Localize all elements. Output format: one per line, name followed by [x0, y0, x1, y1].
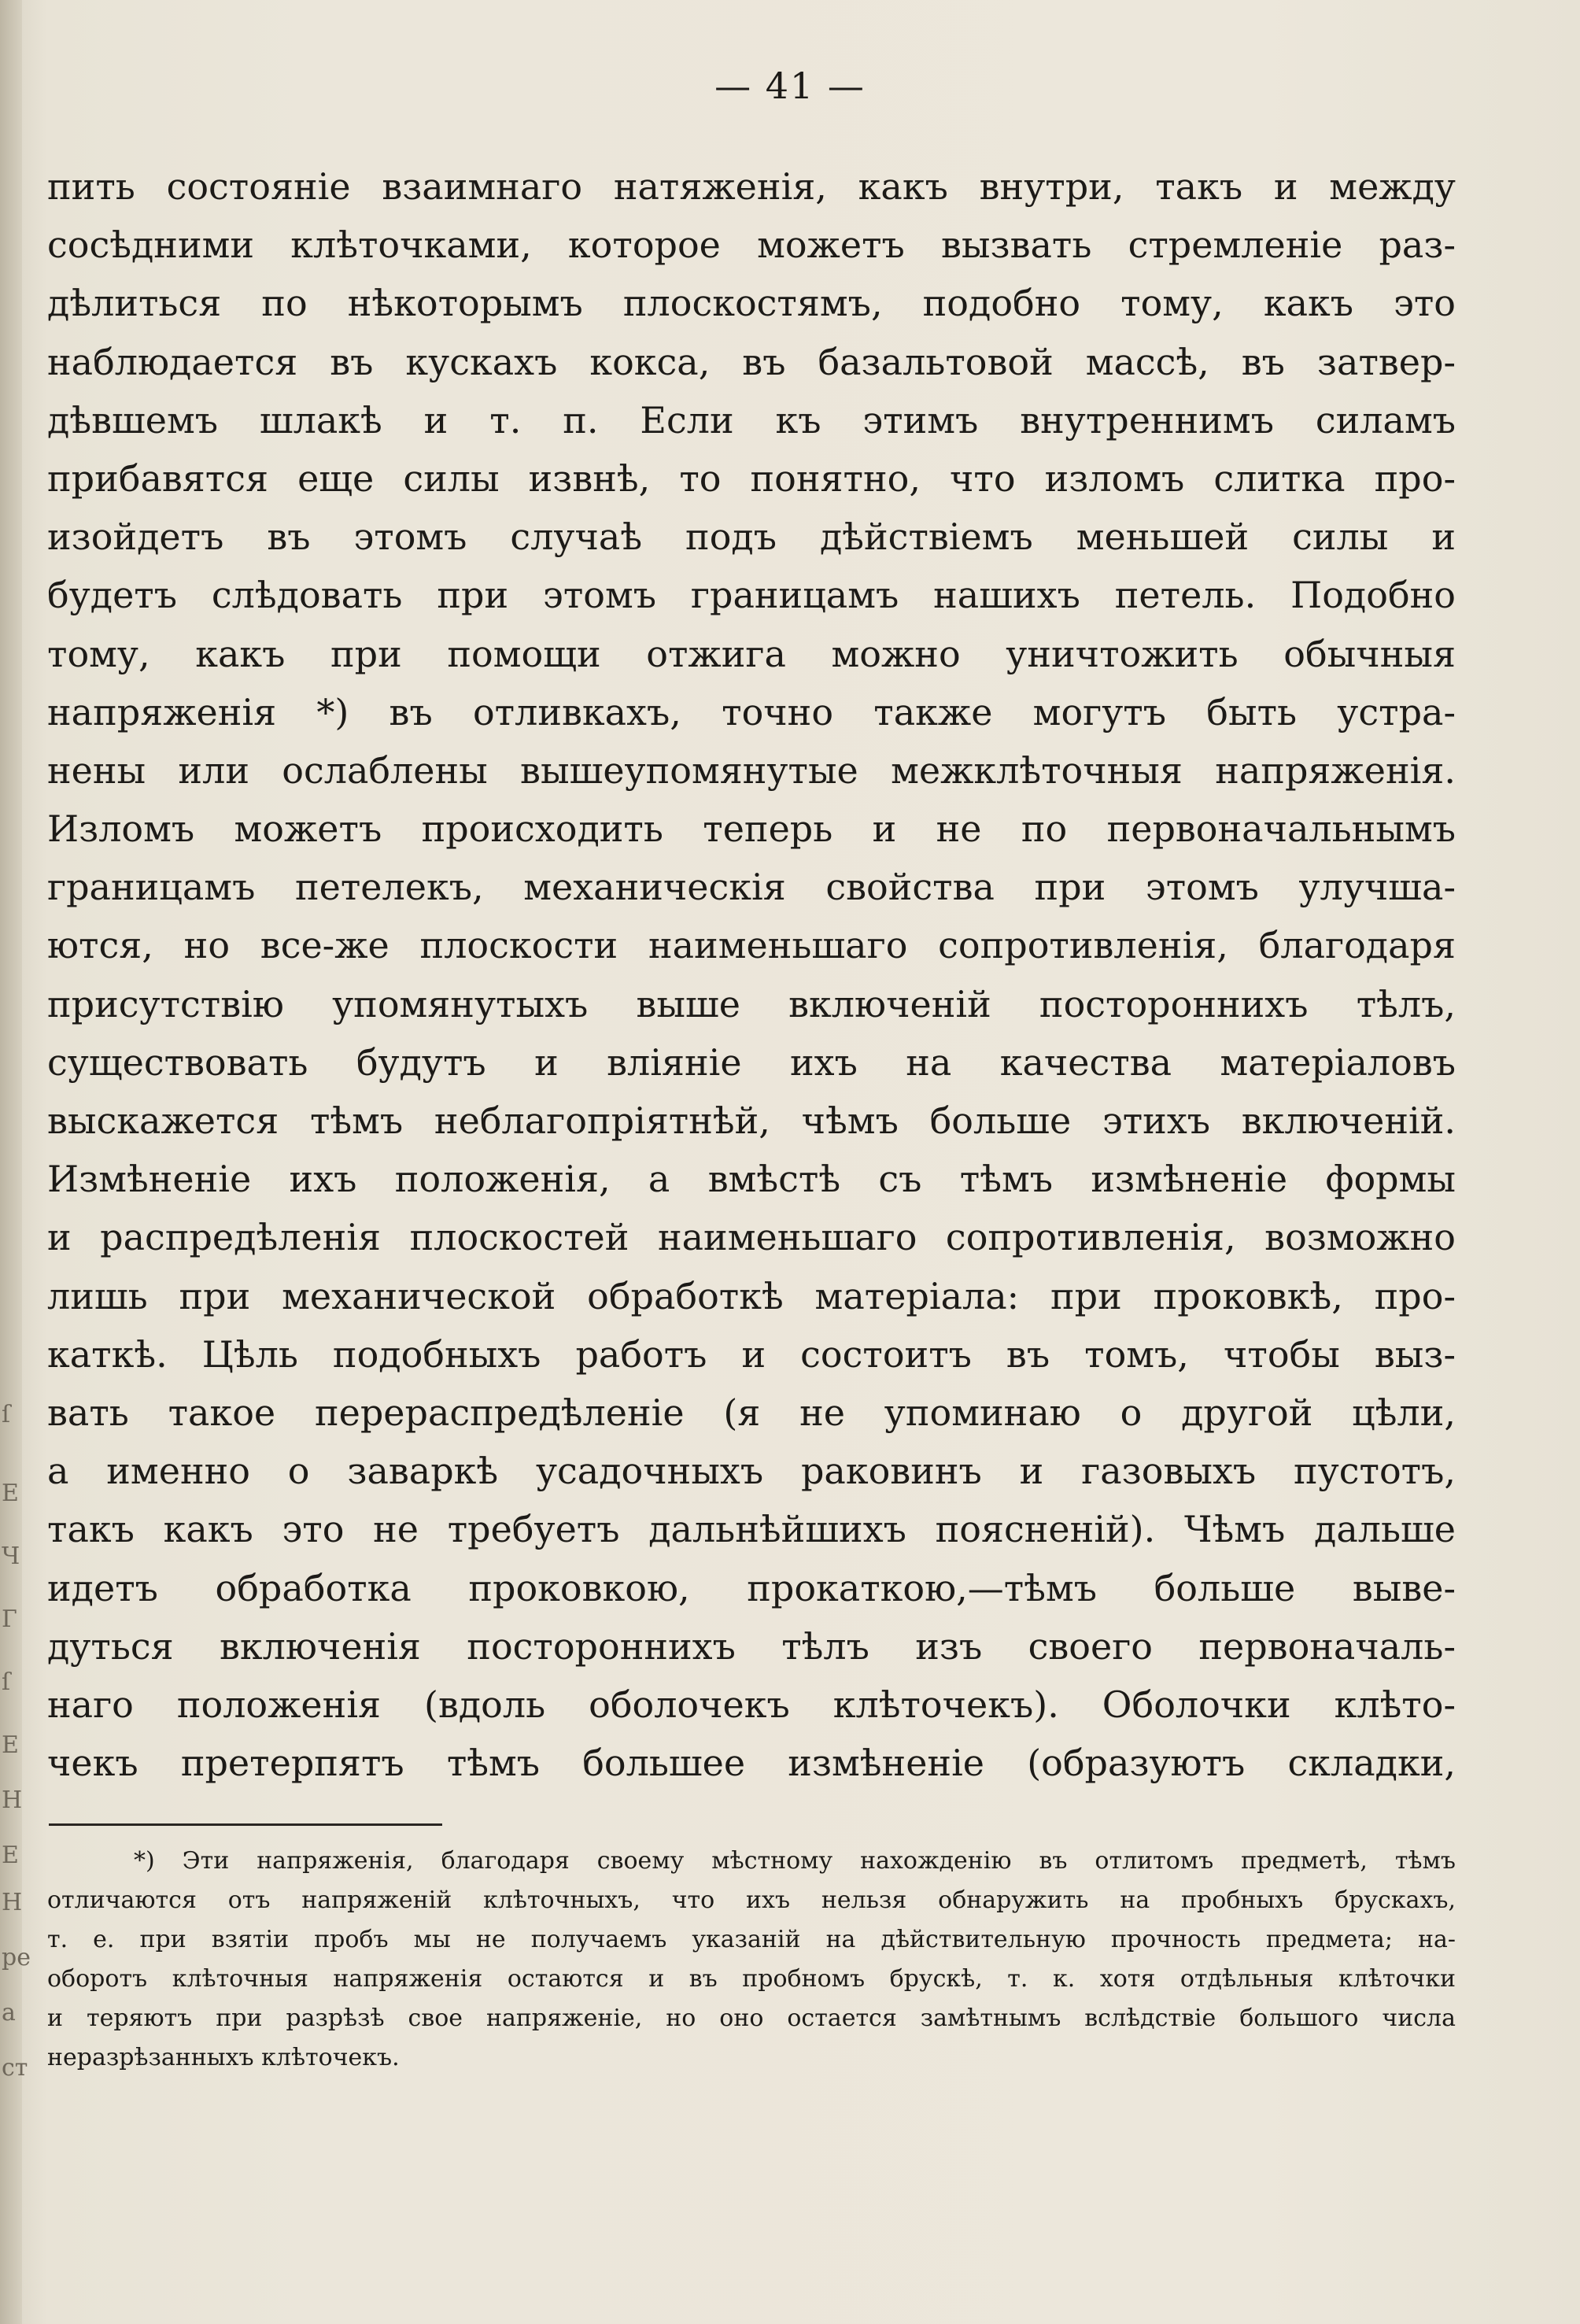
footnote-line: т. е. при взятіи пробъ мы не получаемъ указаній на дѣйствительную прочность предмета; на-	[47, 1926, 1456, 1953]
text-line: существовать будутъ и вліяніе ихъ на качества матеріаловъ	[47, 1040, 1456, 1084]
gutter-glyph: Е	[2, 1731, 19, 1759]
text-line: прибавятся еще силы извнѣ, то понятно, что изломъ слитка про-	[47, 456, 1456, 500]
footnote-line: оборотъ клѣточныя напряженія остаются и въ пробномъ брускѣ, т. к. хотя отдѣльныя клѣточки	[47, 1965, 1456, 1993]
text-line: такъ какъ это не требуетъ дальнѣйшихъ поясненій). Чѣмъ дальше	[47, 1508, 1456, 1551]
text-line: идетъ обработка проковкою, прокаткою,—тѣмъ больше выве-	[47, 1566, 1456, 1609]
gutter-glyph: Н	[2, 1786, 23, 1814]
text-line: присутствію упомянутыхъ выше включеній постороннихъ тѣлъ,	[47, 982, 1456, 1025]
text-line: дѣлиться по нѣкоторымъ плоскостямъ, подобно тому, какъ это	[47, 282, 1456, 325]
gutter-glyph: ſ	[2, 1668, 11, 1696]
footnote-line: отличаются отъ напряженій клѣточныхъ, что ихъ нельзя обнаружить на пробныхъ брускахъ,	[47, 1886, 1456, 1914]
page-number: — 41 —	[714, 65, 866, 107]
text-line: тому, какъ при помощи отжига можно уничтожить обычныя	[47, 632, 1456, 675]
text-line: изойдетъ въ этомъ случаѣ подъ дѣйствіемъ меньшей силы и	[47, 515, 1456, 559]
gutter-glyph: ſ	[2, 1401, 11, 1428]
main-text	[47, 157, 1456, 1792]
text-line: нены или ослаблены вышеупомянутые межклѣточныя напряженія.	[47, 748, 1456, 792]
binding-gutter	[0, 0, 31, 2324]
text-line: выскажется тѣмъ неблагопріятнѣй, чѣмъ больше этихъ включеній.	[47, 1099, 1456, 1142]
text-line: наго положенія (вдоль оболочекъ клѣточекъ). Оболочки клѣто-	[47, 1683, 1456, 1726]
gutter-glyph: ст	[2, 2054, 28, 2082]
text-line: лишь при механической обработкѣ матеріала: при проковкѣ, про-	[47, 1274, 1456, 1317]
footnote-block	[47, 1842, 1456, 2078]
text-line: сосѣдними клѣточками, которое можетъ вызвать стремленіе раз-	[47, 224, 1456, 267]
text-line: каткѣ. Цѣль подобныхъ работъ и состоитъ въ томъ, чтобы выз-	[47, 1332, 1456, 1376]
footnote-line: и теряютъ при разрѣзѣ свое напряженіе, но оно остается замѣтнымъ вслѣдствіе большого числа	[47, 2004, 1456, 2032]
text-line: Измѣненіе ихъ положенія, а вмѣстѣ съ тѣмъ измѣненіе формы	[47, 1158, 1456, 1201]
footnote-rule	[49, 1823, 442, 1826]
text-line: вать такое перераспредѣленіе (я не упоминаю о другой цѣли,	[47, 1391, 1456, 1434]
footnote-line: *) Эти напряженія, благодаря своему мѣстному нахожденію въ отлитомъ предметѣ, тѣмъ	[134, 1847, 1456, 1875]
gutter-glyph: Ч	[2, 1543, 20, 1570]
text-line: будетъ слѣдовать при этомъ границамъ нашихъ петель. Подобно	[47, 574, 1456, 617]
text-line: дуться включенія постороннихъ тѣлъ изъ своего первоначаль-	[47, 1624, 1456, 1668]
text-line: а именно о заваркѣ усадочныхъ раковинъ и газовыхъ пустотъ,	[47, 1450, 1456, 1493]
gutter-glyph: а	[2, 1999, 16, 2027]
text-line: границамъ петелекъ, механическія свойства при этомъ улучша-	[47, 866, 1456, 909]
gutter-glyph: ре	[2, 1944, 31, 1971]
gutter-glyph: Г	[2, 1605, 17, 1633]
text-line: дѣвшемъ шлакѣ и т. п. Если къ этимъ внутреннимъ силамъ	[47, 398, 1456, 442]
text-line: и распредѣленія плоскостей наименьшаго сопротивленія, возможно	[47, 1216, 1456, 1259]
text-line: напряженія *) въ отливкахъ, точно также могутъ быть устра-	[47, 690, 1456, 733]
footnote-line: неразрѣзанныхъ клѣточекъ.	[47, 2044, 400, 2071]
text-line: наблюдается въ кускахъ кокса, въ базальтовой массѣ, въ затвер-	[47, 340, 1456, 383]
gutter-glyph: Е	[2, 1480, 19, 1507]
text-line: Изломъ можетъ происходить теперь и не по первоначальнымъ	[47, 807, 1456, 851]
text-line: чекъ претерпятъ тѣмъ большее измѣненіе (образуютъ складки,	[47, 1742, 1456, 1785]
text-line: пить состояніе взаимнаго натяженія, какъ внутри, такъ и между	[47, 165, 1456, 208]
text-line: ются, но все-же плоскости наименьшаго сопротивленія, благодаря	[47, 924, 1456, 967]
gutter-glyph: Н	[2, 1889, 23, 1916]
gutter-glyph: Е	[2, 1842, 19, 1869]
